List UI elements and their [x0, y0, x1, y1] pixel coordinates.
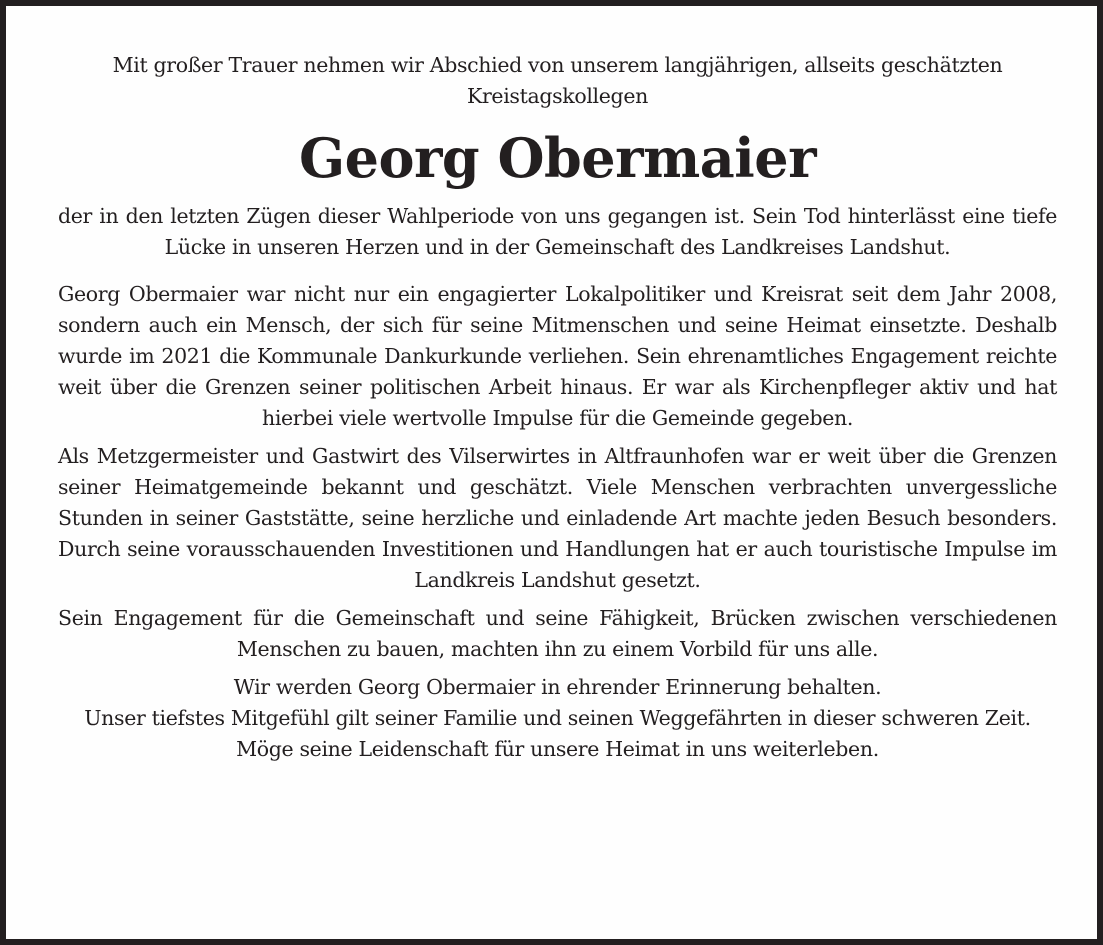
paragraph-legacy: Sein Engagement für die Gemeinschaft und seine Fähigkeit, Brücken zwischen verschiedenen Menschen zu bauen, machten ihn zu einem Vorbild für uns alle. — [58, 606, 1057, 661]
closing-remembrance: Wir werden Georg Obermaier in ehrender Erinnerung behalten. — [233, 675, 882, 699]
paragraph-political-career: Georg Obermaier war nicht nur ein engagierter Lokalpolitiker und Kreisrat seit dem Jahr 2008, sondern auch ein Mensch, der sich für seine Mitmenschen und seine Heimat einsetzte. Deshalb wurde im 2021 die Kommunale Dankurkunde verliehen. Sein ehrenamtliches Engagement reichte weit über die Grenzen seiner politischen Arbeit hinaus. Er war als Kirchenpfleger aktiv und hat hierbei viele wertvolle Impulse für die Gemeinde gegeben. — [58, 282, 1057, 430]
paragraph-innkeeper: Als Metzgermeister und Gastwirt des Vilserwirtes in Altfraunhofen war er weit über die Grenzen seiner Heimatgemeinde bekannt und geschätzt. Viele Menschen verbrachten unvergessliche Stunden in seiner Gaststätte, seine herzliche und einladende Art machte jeden Besuch besonders. Durch seine vorausschauenden Investitionen und Handlungen hat er auch touristische Impulse im Landkreis Landshut gesetzt. — [58, 444, 1057, 592]
paragraph-passing: der in den letzten Zügen dieser Wahlperiode von uns gegangen ist. Sein Tod hinterlässt eine tiefe Lücke in unseren Herzen und in der Gemeinschaft des Landkreises Landshut. — [58, 204, 1057, 259]
intro-text: Mit großer Trauer nehmen wir Abschied von unserem langjährigen, allseits geschätzten Kreistagskollegen — [112, 53, 1003, 108]
obituary-content — [58, 50, 1057, 765]
deceased-name: Georg Obermaier — [298, 126, 817, 190]
closing-block — [58, 672, 1057, 765]
closing-condolence: Unser tiefstes Mitgefühl gilt seiner Familie und seinen Weggefährten in dieser schweren Zeit. Möge seine Leidenschaft für unsere Heimat in uns weiterleben. — [84, 706, 1031, 761]
